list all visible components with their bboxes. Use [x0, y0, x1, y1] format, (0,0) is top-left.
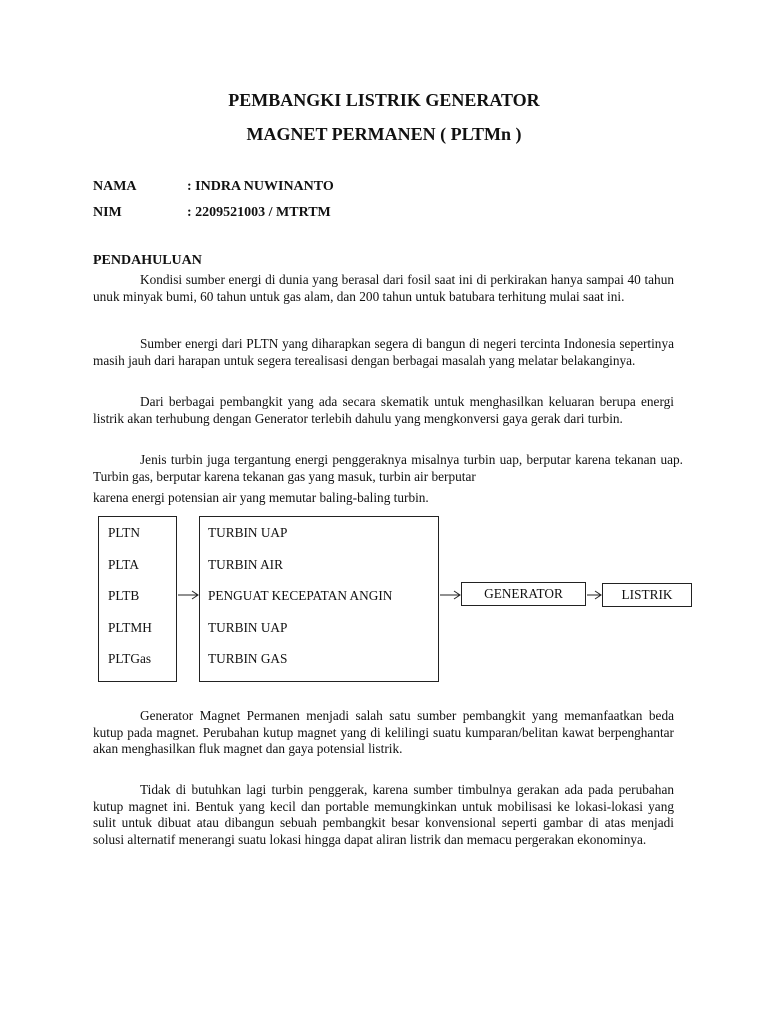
arrow-generator-to-output	[587, 591, 601, 599]
paragraph-5: Generator Magnet Permanen menjadi salah satu sumber pembangkit yang memanfaatkan beda kutup pada magnet. Perubahan kutup magnet yang di kelilingi suatu kumparan/belitan kawat berpenghantar akan menghasilkan fluk magnet dan gaya potensial listrik.	[93, 708, 674, 756]
plant-item: PLTB	[108, 588, 140, 603]
paragraph-1: Kondisi sumber energi di dunia yang berasal dari fosil saat ini di perkirakan hanya sampai 40 tahun unuk minyak bumi, 60 tahun untuk gas alam, dan 200 tahun untuk batubara terhitung mulai saat ini.	[93, 272, 674, 304]
arrow-turbines-to-generator	[440, 591, 460, 599]
turbine-item: TURBIN UAP	[208, 620, 288, 635]
paragraph-4: Jenis turbin juga tergantung energi penggeraknya misalnya turbin uap, berputar karena tekanan uap. Turbin gas, berputar karena tekanan gas yang masuk, turbin air berputar	[93, 452, 683, 484]
turbine-item: TURBIN UAP	[208, 525, 288, 540]
plant-item: PLTMH	[108, 620, 152, 635]
turbine-item: TURBIN AIR	[208, 557, 283, 572]
generator-label: GENERATOR	[484, 586, 563, 601]
turbine-item: TURBIN GAS	[208, 651, 288, 666]
turbine-item: PENGUAT KECEPATAN ANGIN	[208, 588, 393, 603]
section-heading: PENDAHULUAN	[93, 253, 202, 268]
nim-value: : 2209521003 / MTRTM	[187, 205, 331, 220]
nim-label: NIM	[93, 205, 122, 220]
arrow-plants-to-turbines	[178, 591, 198, 599]
paragraph-6: Tidak di butuhkan lagi turbin penggerak, karena sumber timbulnya gerakan ada pada perubahan kutup magnet ini. Bentuk yang kecil dan portable memungkinkan untuk mobilisasi ke lokasi-lokasi yang sulit untuk dibuat atau dibangun sebuah pembangkit besar konvensional seperti gambar di atas menjadi solusi alternatif menerangi suatu lokasi hingga dapat aliran listrik dan memacu pergerakan ekonominya.	[93, 782, 674, 847]
plant-item: PLTN	[108, 525, 141, 540]
output-label: LISTRIK	[621, 587, 673, 602]
nama-label: NAMA	[93, 179, 137, 194]
plant-item: PLTA	[108, 557, 139, 572]
plant-item: PLTGas	[108, 651, 152, 666]
paragraph-3: Dari berbagai pembangkit yang ada secara skematik untuk menghasilkan keluaran berupa energi listrik akan terhubung dengan Generator terlebih dahulu yang mengkonversi gaya gerak dari turbin.	[93, 394, 674, 426]
paragraph-2: Sumber energi dari PLTN yang diharapkan segera di bangun di negeri tercinta Indonesia sepertinya masih jauh dari harapan untuk segera terealisasi dengan berbagai masalah yang melatar belakanginya.	[93, 336, 674, 368]
paragraph-4-continuation: karena energi potensian air yang memutar baling-baling turbin.	[93, 490, 429, 505]
nama-value: : INDRA NUWINANTO	[187, 179, 334, 194]
document-title-line-2: MAGNET PERMANEN ( PLTMn )	[246, 124, 522, 144]
document-title-line-1: PEMBANGKI LISTRIK GENERATOR	[228, 90, 540, 110]
